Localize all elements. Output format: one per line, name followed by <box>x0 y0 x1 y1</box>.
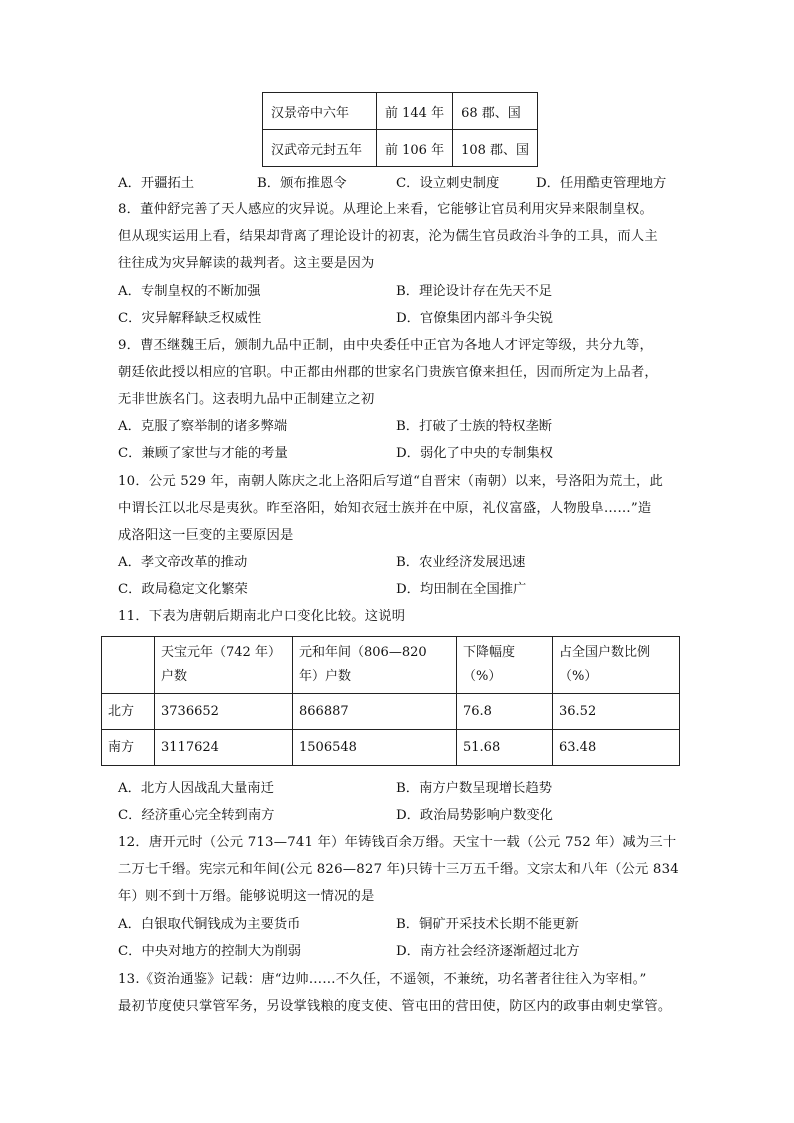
q12-stem-line: 年）则不到十万缗。能够说明这一情况的是 <box>118 889 375 904</box>
q10-stem-line: 成洛阳这一巨变的主要原因是 <box>118 528 294 543</box>
table-row <box>263 130 538 167</box>
table-cell: 68 郡、国 <box>453 93 538 130</box>
q10-option-c: C．政局稳定文化繁荣 <box>118 582 248 597</box>
q11-option-b: B．南方户数呈现增长趋势 <box>396 781 553 796</box>
q8-option-b: B．理论设计存在先天不足 <box>396 284 553 299</box>
table-header-cell: 天宝元年（742 年）户数 <box>155 637 293 694</box>
q12-option-a: A．白银取代铜钱成为主要货币 <box>118 917 301 932</box>
q13-stem-line: 13.《资治通鉴》记载：唐“边帅……不久任，不遥领，不兼统，功名著者往往入为宰相。” <box>118 972 647 987</box>
table-cell: 36.52 <box>553 694 680 730</box>
table-cell: 汉景帝中六年 <box>263 93 377 130</box>
table-header-row <box>102 637 680 694</box>
table-header-cell <box>102 637 155 694</box>
q11-option-d: D．政治局势影响户数变化 <box>396 808 553 823</box>
table-cell: 866887 <box>293 694 457 730</box>
table-cell: 3117624 <box>155 730 293 766</box>
q10-stem-line: 中谓长江以北尽是夷狄。昨至洛阳，始知衣冠士族并在中原，礼仪富盛，人物殷阜……”造 <box>118 501 652 516</box>
q8-stem-line: 往往成为灾异解读的裁判者。这主要是因为 <box>118 256 375 271</box>
q12-option-d: D．南方社会经济逐渐超过北方 <box>396 944 580 959</box>
table-cell: 前 106 年 <box>377 130 453 167</box>
q11-option-a: A．北方人因战乱大量南迁 <box>118 781 274 796</box>
table-cell: 63.48 <box>553 730 680 766</box>
q8-option-a: A．专制皇权的不断加强 <box>118 284 261 299</box>
q12-option-b: B．铜矿开采技术长期不能更新 <box>396 917 579 932</box>
table-header-cell: 元和年间（806—820 年）户数 <box>293 637 457 694</box>
q12-option-c: C．中央对地方的控制大为削弱 <box>118 944 302 959</box>
q11-option-c: C．经济重心完全转到南方 <box>118 808 275 823</box>
prefecture-count-table <box>262 92 538 167</box>
q8-option-c: C．灾异解释缺乏权威性 <box>118 311 262 326</box>
table-cell: 北方 <box>102 694 155 730</box>
q9-option-a: A．克服了察举制的诸多弊端 <box>118 419 288 434</box>
table-cell: 前 144 年 <box>377 93 453 130</box>
household-table <box>101 636 680 766</box>
q13-stem-line: 最初节度使只掌管军务，另设掌钱粮的度支使、管屯田的营田使，防区内的政事由刺史掌管。 <box>118 999 672 1014</box>
q10-option-d: D．均田制在全国推广 <box>396 582 527 597</box>
q9-stem-line: 无非世族名门。这表明九品中正制建立之初 <box>118 392 375 407</box>
q7-option-d: D．任用酷吏管理地方 <box>536 176 667 191</box>
q8-stem-line: 8．董仲舒完善了天人感应的灾异说。从理论上来看，它能够让官员利用灾异来限制皇权。 <box>118 202 654 217</box>
q10-option-a: A．孝文帝改革的推动 <box>118 555 248 570</box>
q12-stem-line: 12．唐开元时（公元 713—741 年）年铸钱百余万缗。天宝十一载（公元 752 年）减为三十 <box>118 835 677 850</box>
table-cell: 108 郡、国 <box>453 130 538 167</box>
q10-stem-line: 10．公元 529 年，南朝人陈庆之北上洛阳后写道“自晋宋（南朝）以来，号洛阳为荒土，此 <box>118 474 664 489</box>
table-cell: 51.68 <box>457 730 553 766</box>
q7-option-b: B．颁布推恩令 <box>257 176 347 191</box>
table-cell: 76.8 <box>457 694 553 730</box>
table-header-cell: 下降幅度（%） <box>457 637 553 694</box>
table-cell: 南方 <box>102 730 155 766</box>
table-cell: 汉武帝元封五年 <box>263 130 377 167</box>
table-cell: 3736652 <box>155 694 293 730</box>
table-row <box>102 730 680 766</box>
q10-option-b: B．农业经济发展迅速 <box>396 555 526 570</box>
q9-option-b: B．打破了士族的特权垄断 <box>396 419 553 434</box>
table-cell: 1506548 <box>293 730 457 766</box>
q12-stem-line: 二万七千缗。宪宗元和年间(公元 826—827 年)只铸十三万五千缗。文宗太和八年（公元 834 <box>118 862 679 877</box>
q9-stem-line: 朝廷依此授以相应的官职。中正都由州郡的世家名门贵族官僚来担任，因而所定为上品者， <box>118 365 658 380</box>
q8-stem-line: 但从现实运用上看，结果却背离了理论设计的初衷，沦为儒生官员政治斗争的工具，而人主 <box>118 229 658 244</box>
q7-option-c: C．设立刺史制度 <box>396 176 500 191</box>
q9-option-c: C．兼顾了家世与才能的考量 <box>118 446 288 461</box>
table-row <box>263 93 538 130</box>
table-header-cell: 占全国户数比例（%） <box>553 637 680 694</box>
q11-stem: 11．下表为唐朝后期南北户口变化比较。这说明 <box>118 609 406 624</box>
q9-stem-line: 9．曹丕继魏王后，颁制九品中正制，由中央委任中正官为各地人才评定等级，共分九等， <box>118 338 654 353</box>
q8-option-d: D．官僚集团内部斗争尖锐 <box>396 311 553 326</box>
q7-option-a: A．开疆拓土 <box>118 176 195 191</box>
q9-option-d: D．弱化了中央的专制集权 <box>396 446 553 461</box>
table-row <box>102 694 680 730</box>
